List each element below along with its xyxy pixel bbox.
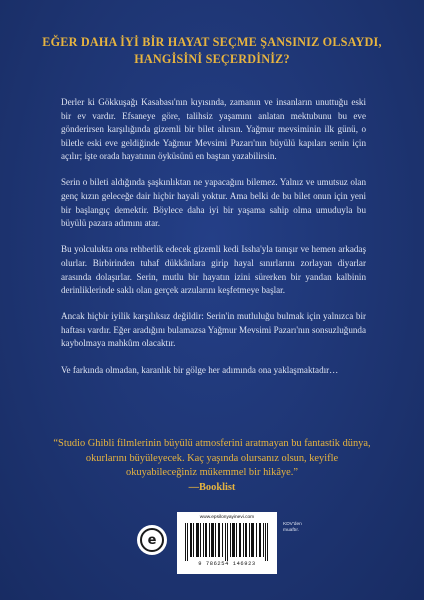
headline xyxy=(40,34,384,68)
synopsis-paragraph-2: Serin o bileti aldığında şaşkınlıktan ne yapacağını bilemez. Yalnız ve umutsuz olan genç kızın geleceğe dair hiçbir hayali yoktur. Ama belki de bu bilet onun için yeni bir başlangıç demektir. Böylece daha iyi bir yaşama sahip olma umuduyla bu büyülü pazara adımını atar. xyxy=(61,177,366,229)
tax-exempt-note xyxy=(283,522,313,534)
review-quote xyxy=(52,437,372,495)
tax-note-line-2: muaftır. xyxy=(283,528,299,533)
isbn-number: 9 786254 146923 xyxy=(198,561,256,567)
headline-line-2: HANGİSİNİ SEÇERDİNİZ? xyxy=(134,52,290,66)
synopsis-paragraph-3: Bu yolculukta ona rehberlik edecek gizemli kedi Issha'yla tanışır ve hemen arkadaş olurlar. Birbirinden tuhaf dükkânlara girip hayal sınırlarını zorlayan diyarlar arasında dolaşırlar. Serin, mutlu bir hayatın izini sürerken bir yandan kalbinin derinliklerinde saklı olan gerçek arzularını keşfetmeye başlar. xyxy=(61,244,366,296)
synopsis-paragraph-4: Ancak hiçbir iyilik karşılıksız değildir: Serin'in mutluluğu bulmak için yalnızca bir haftası vardır. Eğer aradığını bulamazsa Yağmur Mevsimi Pazarı'nın sonsuzluğunda kaybolmaya mahkûm olacaktır. xyxy=(61,311,366,349)
synopsis xyxy=(61,96,366,390)
synopsis-paragraph-1: Derler ki Gökkuşağı Kasabası'nın kıyısında, zamanın ve insanların unuttuğu eski bir ev vardır. Efsaneye göre, talihsiz yaşamını anlatan mektubunu bu eve gönderirsen karşılığında gizemli bir bilet alırsın. Yağmur mevsiminin ilk günü, o biletle eski eve geldiğinde Yağmur Mevsimi Pazarı'nın büyülü kapıları senin için açılır; işte orada hayatının öyküsünü en baştan yazabilirsin. xyxy=(61,97,366,162)
tax-note-line-1: KDV'den xyxy=(283,522,302,527)
review-quote-text: “Studio Ghibli filmlerinin büyülü atmosferini aratmayan bu fantastik dünya, okurlarını büyüleyecek. Kaç yaşında olursanız olsun, keyifle okuyabileceğiniz mükemmel bir hikâye.” xyxy=(53,438,371,479)
isbn-barcode-box xyxy=(177,512,277,574)
headline-line-1: EĞER DAHA İYİ BİR HAYAT SEÇME ŞANSINIZ OLSAYDI, xyxy=(42,35,382,49)
publisher-info xyxy=(137,512,312,578)
barcode-icon xyxy=(181,523,273,561)
review-quote-source: —Booklist xyxy=(188,481,236,493)
epsilon-logo-icon: e xyxy=(140,528,164,552)
synopsis-paragraph-5: Ve farkında olmadan, karanlık bir gölge her adımında ona yaklaşmaktadır… xyxy=(61,364,339,375)
publisher-logo xyxy=(137,525,167,555)
publisher-url: www.epsilonyayinevi.com xyxy=(199,515,255,520)
